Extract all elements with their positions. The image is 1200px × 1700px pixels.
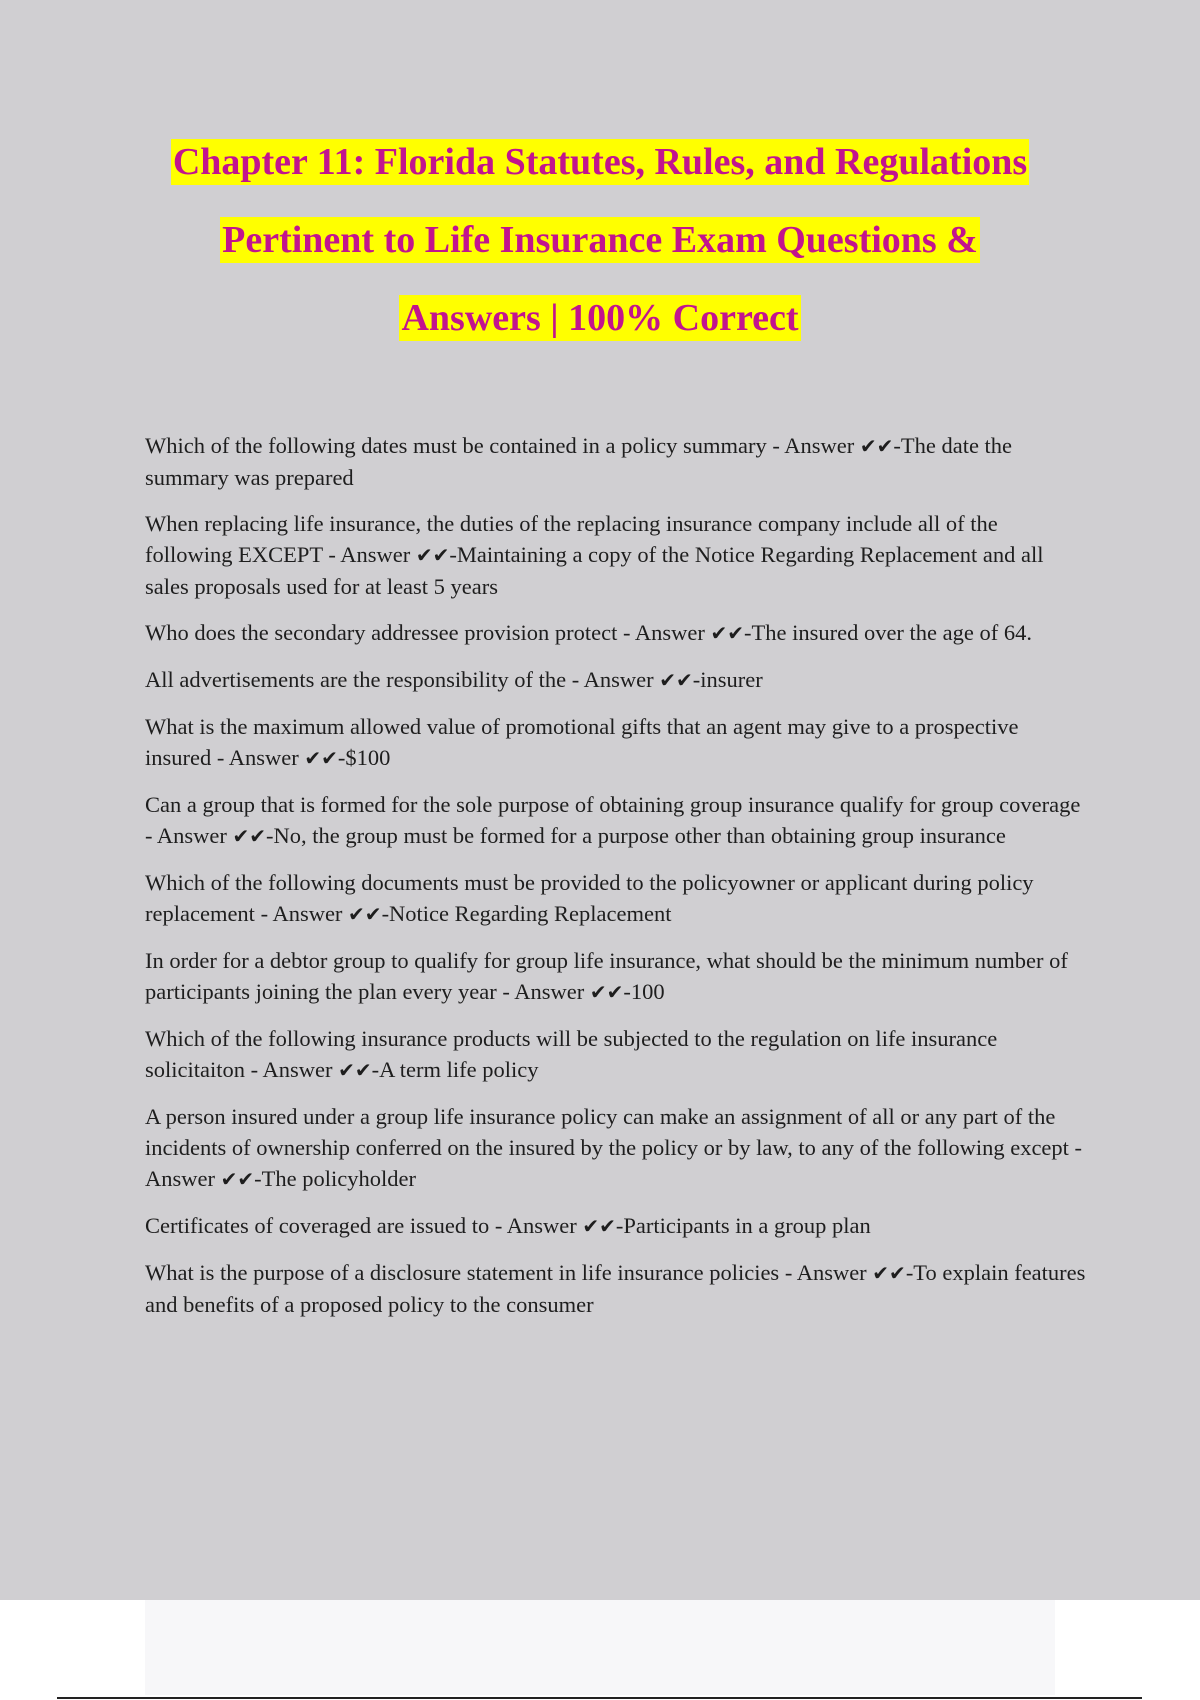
qa-item — [145, 430, 1090, 493]
qa-item — [145, 945, 1090, 1008]
answer-marker: - Answer — [145, 823, 227, 848]
double-check-icon: ✔✔ — [338, 1058, 372, 1082]
question-text: Can a group that is formed for the sole purpose of obtaining group insurance qualify for group coverage — [145, 792, 1081, 817]
answer-marker: - Answer — [216, 745, 299, 770]
question-text: What is the purpose of a disclosure statement in life insurance policies — [145, 1260, 780, 1285]
answer-text: -Maintaining a copy of the Notice Regarding Replacement and all sales proposals used for at least 5 years — [145, 542, 1044, 599]
title-line-2-text: Pertinent to Life Insurance Exam Questions & — [222, 219, 978, 261]
title-line-3-text: Answers | 100% Correct — [401, 297, 799, 339]
double-check-icon: ✔✔ — [582, 1214, 616, 1238]
question-text: Which of the following insurance products will be subjected to the regulation on life insurance solicitaiton — [145, 1026, 998, 1082]
answer-marker: - Answer — [784, 1260, 867, 1285]
answer-marker: - Answer — [772, 433, 855, 458]
answer-text: -The date the summary was prepared — [145, 433, 1013, 490]
answer-text: -The insured over the age of 64. — [743, 620, 1033, 645]
answer-text: -100 — [623, 979, 665, 1004]
double-check-icon: ✔✔ — [659, 668, 693, 692]
answer-text: -Participants in a group plan — [615, 1213, 871, 1238]
question-text: When replacing life insurance, the duties of the replacing insurance company include all of the following EXCEPT — [145, 511, 998, 567]
question-text: Which of the following documents must be provided to the policyowner or applicant during policy replacement — [145, 870, 1034, 926]
title-line-3 — [0, 296, 1200, 348]
question-text: Who does the secondary addressee provision protect — [145, 620, 618, 645]
question-text: All advertisements are the responsibility of the — [145, 667, 567, 692]
question-text: A person insured under a group life insurance policy can make an assignment of all or any part of the incidents of ownership conferred on the insured by the policy or by law, to any of the following except — [145, 1104, 1069, 1160]
title-line-2 — [0, 218, 1200, 270]
double-check-icon: ✔✔ — [232, 824, 266, 848]
qa-list — [145, 430, 1090, 1335]
title-line-1 — [0, 140, 1200, 192]
qa-item — [145, 664, 1090, 696]
qa-item — [145, 1023, 1090, 1086]
answer-marker: - Answer — [502, 979, 585, 1004]
qa-item — [145, 867, 1090, 930]
answer-text: -A term life policy — [371, 1057, 539, 1082]
answer-text: -insurer — [692, 667, 763, 692]
answer-text: -The policyholder — [254, 1166, 416, 1191]
qa-item — [145, 1257, 1090, 1320]
answer-marker: - Answer — [250, 1057, 333, 1082]
answer-marker: - Answer — [494, 1213, 577, 1238]
qa-item — [145, 789, 1090, 852]
answer-marker: - Answer — [622, 620, 705, 645]
answer-marker: - Answer — [145, 1135, 1083, 1191]
double-check-icon: ✔✔ — [304, 746, 338, 770]
next-page-strip — [145, 1600, 1055, 1695]
double-check-icon: ✔✔ — [348, 902, 382, 926]
title-line-1-text: Chapter 11: Florida Statutes, Rules, and Regulations — [172, 141, 1028, 183]
question-text: What is the maximum allowed value of promotional gifts that an agent may give to a prospective insured — [145, 714, 1019, 770]
answer-marker: - Answer — [571, 667, 654, 692]
double-check-icon: ✔✔ — [859, 434, 894, 458]
qa-item — [145, 1101, 1090, 1195]
qa-item — [145, 508, 1090, 602]
qa-item — [145, 711, 1090, 774]
answer-marker: - Answer — [328, 542, 411, 567]
double-check-icon: ✔✔ — [872, 1261, 906, 1285]
question-text: Certificates of coveraged are issued to — [145, 1213, 490, 1238]
answer-marker: - Answer — [260, 901, 343, 926]
page-divider — [57, 1697, 1142, 1699]
double-check-icon: ✔✔ — [415, 543, 450, 567]
question-text: In order for a debtor group to qualify for group life insurance, what should be the minimum number of participants joining the plan every year — [145, 948, 1068, 1004]
question-text: Which of the following dates must be contained in a policy summary — [145, 433, 767, 458]
qa-item — [145, 1210, 1090, 1242]
double-check-icon: ✔✔ — [710, 621, 744, 645]
qa-item — [145, 617, 1090, 649]
double-check-icon: ✔✔ — [220, 1167, 255, 1191]
answer-text: -$100 — [337, 745, 391, 770]
answer-text: -Notice Regarding Replacement — [381, 901, 672, 926]
answer-text: -To explain features and benefits of a proposed policy to the consumer — [145, 1260, 1086, 1317]
document-title — [0, 140, 1200, 374]
answer-text: -No, the group must be formed for a purpose other than obtaining group insurance — [266, 823, 1006, 848]
double-check-icon: ✔✔ — [589, 980, 624, 1004]
